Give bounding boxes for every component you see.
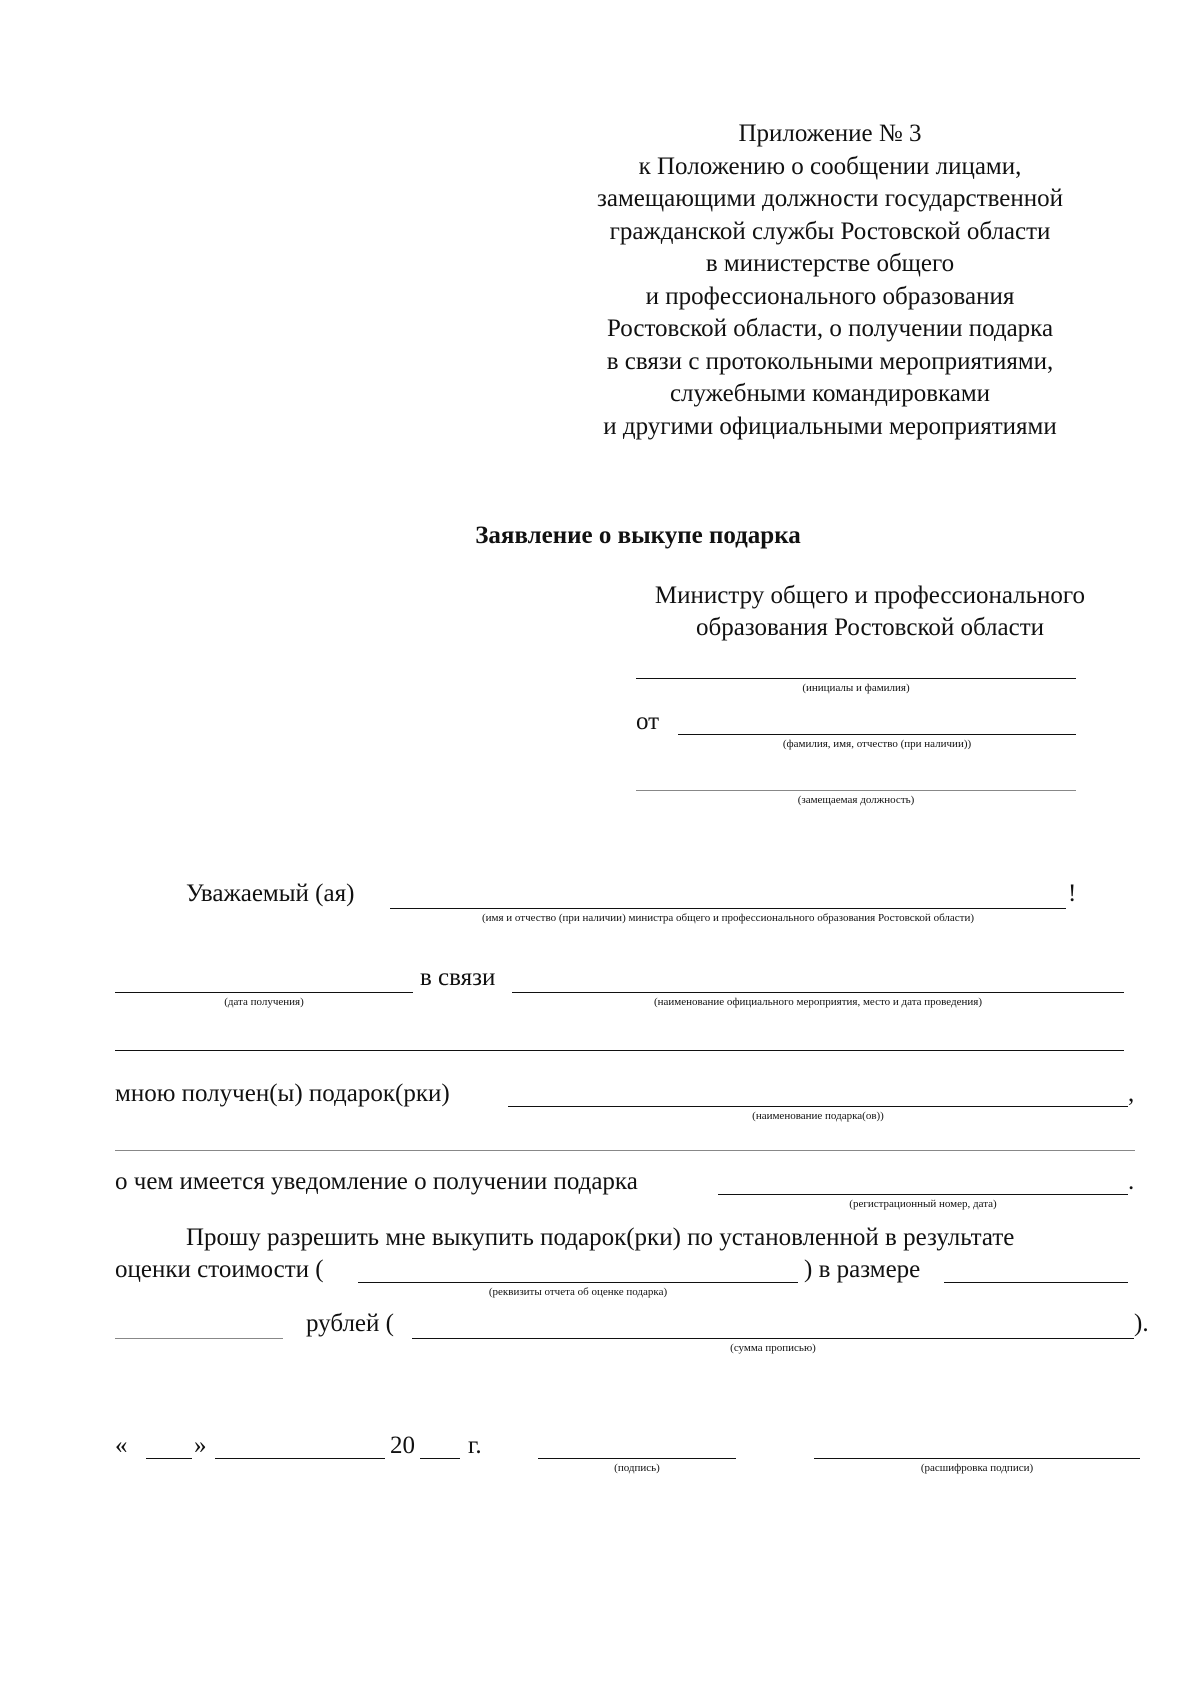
date-quote-close: » (194, 1432, 207, 1459)
report-caption: (реквизиты отчета об оценке подарка) (488, 1286, 668, 1298)
event-field[interactable] (512, 992, 1124, 993)
from-caption: (фамилия, имя, отчество (при наличии)) (782, 738, 972, 750)
date-received-field[interactable] (115, 992, 413, 993)
event-caption: (наименование официального мероприятия, место и дата проведения) (653, 996, 982, 1008)
day-field[interactable] (146, 1458, 192, 1459)
signature-caption: (подпись) (614, 1462, 660, 1474)
request-line-2-end: ) в размере (804, 1256, 921, 1283)
notice-caption: (регистрационный номер, дата) (849, 1198, 997, 1210)
appendix-line: к Положению о сообщении лицами, (638, 152, 1022, 180)
appendix-header (560, 118, 1100, 443)
request-line-2-start: оценки стоимости ( (115, 1256, 324, 1283)
signature-field[interactable] (538, 1458, 736, 1459)
salutation-field[interactable] (390, 908, 1066, 909)
report-field[interactable] (358, 1282, 798, 1283)
from-field[interactable] (678, 734, 1076, 735)
appendix-line: в министерстве общего (705, 250, 955, 277)
document-title: Заявление о выкупе подарка (475, 522, 801, 549)
appendix-line: Ростовской области, о получении подарка (606, 315, 1054, 342)
notice-field[interactable] (718, 1194, 1128, 1195)
request-line-1: Прошу разрешить мне выкупить подарок(рки) по установленной в результате (186, 1224, 1015, 1251)
year-prefix: 20 (390, 1432, 415, 1459)
addressee-line: Министру общего и профессионального (654, 582, 1086, 609)
rubles-end: ). (1134, 1310, 1149, 1337)
position-field[interactable] (636, 790, 1076, 791)
position-caption: (замещаемая должность) (797, 794, 915, 806)
from-label: от (636, 708, 660, 735)
year-suffix: г. (468, 1432, 482, 1459)
rubles-number-field[interactable] (115, 1338, 283, 1339)
event-continuation-field[interactable] (115, 1050, 1124, 1051)
received-label: мною получен(ы) подарок(рки) (115, 1080, 450, 1107)
gift-field[interactable] (508, 1106, 1128, 1107)
gift-continuation-field[interactable] (115, 1150, 1135, 1151)
notice-label: о чем имеется уведомление о получении подарка (115, 1168, 638, 1195)
initials-caption: (инициалы и фамилия) (802, 682, 910, 694)
amount-field[interactable] (944, 1282, 1128, 1283)
salutation-label: Уважаемый (ая) (186, 880, 355, 907)
notice-end: . (1128, 1168, 1135, 1195)
initials-field[interactable] (636, 678, 1076, 679)
salutation-caption: (имя и отчество (при наличии) министра общего и профессионального образования Ростовской области) (481, 912, 975, 924)
date-received-caption: (дата получения) (224, 996, 304, 1008)
appendix-line: гражданской службы Ростовской области (609, 217, 1051, 245)
appendix-line: в связи с протокольными мероприятиями, (606, 347, 1054, 375)
gift-caption: (наименование подарка(ов)) (752, 1110, 884, 1122)
sum-caption: (сумма прописью) (730, 1342, 816, 1354)
appendix-line: и профессионального образования (645, 282, 1015, 310)
month-field[interactable] (215, 1458, 385, 1459)
received-end: , (1128, 1080, 1135, 1107)
rubles-label: рублей ( (306, 1310, 394, 1337)
addressee-line: образования Ростовской области (695, 614, 1045, 641)
sum-words-field[interactable] (412, 1338, 1134, 1339)
appendix-line: служебными командировками (669, 380, 991, 407)
salutation-end: ! (1068, 880, 1077, 907)
appendix-line: Приложение № 3 (738, 120, 922, 147)
date-quote-open: « (115, 1432, 128, 1459)
signature-decoding-caption: (расшифровка подписи) (920, 1462, 1034, 1474)
signature-decoding-field[interactable] (814, 1458, 1140, 1459)
year-field[interactable] (420, 1458, 460, 1459)
appendix-line: замещающими должности государственной (597, 185, 1063, 212)
addressee-block (580, 580, 1160, 644)
appendix-line: и другими официальными мероприятиями (603, 412, 1057, 440)
in-connection-label: в связи (420, 964, 496, 991)
